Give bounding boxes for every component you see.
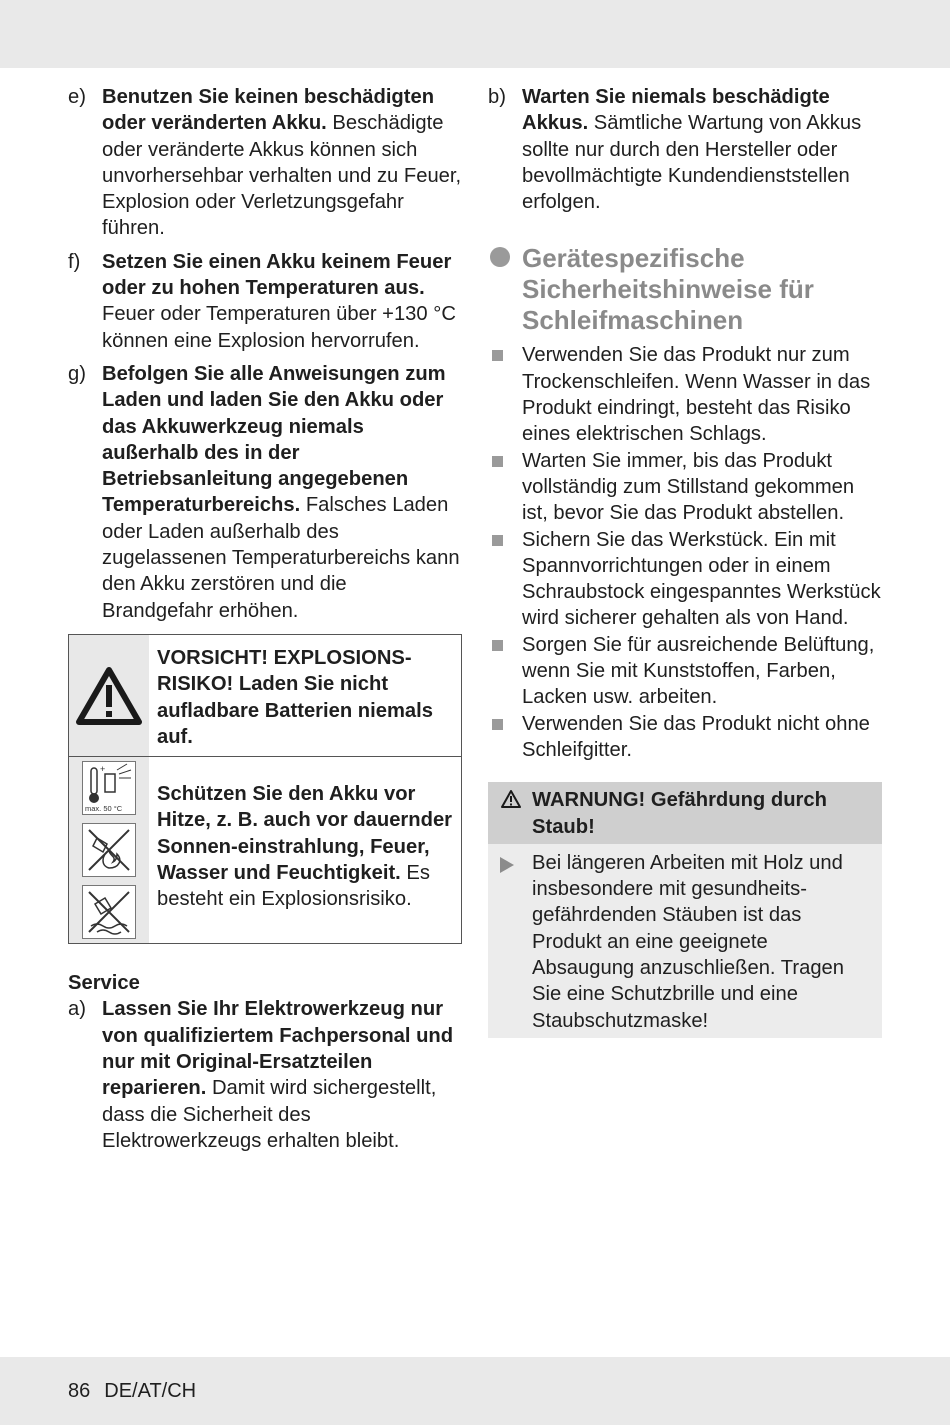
bullet-text: Sorgen Sie für ausreichende Belüftung, wenn Sie mit Kunststoffen, Farben, Lacken usw. arbeiten. (522, 633, 875, 709)
protection-text: Es besteht ein Explosionsrisiko. (157, 862, 430, 911)
warning-triangle-icon (500, 789, 522, 816)
caution-row (69, 635, 461, 756)
item-text: Beschädigte oder veränderte Akkus können sich unvorhersehbar verhalten und zu Feuer, Explosion oder Verletzungsgefahr führen. (102, 112, 462, 240)
square-bullet-icon (492, 719, 503, 730)
item-text: Damit wird sichergestellt, dass die Sicherheit des Elektrowerkzeugs erhalten bleibt. (102, 1077, 437, 1152)
item-text: Sämtliche Wartung von Akkus sollte nur durch den Hersteller oder bevollmächtigte Kundendienststellen erfolgen. (522, 112, 862, 214)
section-heading (488, 243, 883, 336)
section-title-text: Gerätespezifische Sicherheitshinweise für Schleifmaschinen (522, 243, 814, 336)
bullet-text: Warten Sie immer, bis das Produkt vollständig zum Stillstand gekommen ist, bevor Sie das Produkt abstellen. (522, 449, 855, 525)
item-bold-text: Lassen Sie Ihr Elektrowerkzeug nur von qualifiziertem Fachpersonal und nur mit Original-Ersatzteilen reparieren. (102, 998, 454, 1100)
caution-text: VORSICHT! EXPLOSIONS-RISIKO! Laden Sie nicht aufladbare Batterien niemals auf. (157, 646, 433, 748)
square-bullet-icon (492, 456, 503, 467)
service-heading: Service (68, 972, 140, 995)
bullet-item (488, 711, 883, 764)
protection-bold-text: Schützen Sie den Akku vor Hitze, z. B. auch vor dauernder Sonnen-einstrahlung, Feuer, Wasser und Feuchtigkeit. (157, 783, 453, 885)
warning-text: Bei längeren Arbeiten mit Holz und insbesondere mit gesundheits-gefährdenden Stäuben ist das Produkt an eine geeignete Absaugung anzuschließen. Tragen Sie eine Schutzbrille und eine Staubschutzmaske! (532, 851, 844, 1032)
left-column (68, 84, 463, 1161)
warning-box (488, 782, 882, 1038)
bullet-text: Sichern Sie das Werkstück. Ein mit Spannvorrichtungen oder in einem Schraubstock eingespanntes Werkstück wird sicherer gehalten als von Hand. (522, 528, 881, 630)
item-bold-text: Befolgen Sie alle Anweisungen zum Laden und laden Sie den Akku oder das Akkuwerkzeug niemals außerhalb des in der Betriebsanleitung angegebenen Temperaturbereichs. (102, 362, 446, 517)
region-label: DE/AT/CH (104, 1380, 197, 1402)
no-fire-icon (82, 823, 136, 877)
temperature-label: max. 50 °C (85, 804, 123, 814)
item-text: Falsches Laden oder Laden außerhalb des zugelassenen Temperaturbereichs kann den Akku zerstören und die Brandgefahr erhöhen. (102, 494, 460, 622)
warning-title: WARNUNG! Gefährdung durch Staub! (532, 789, 827, 838)
page-footer (68, 1378, 210, 1404)
protection-icons (69, 757, 149, 943)
bullet-item (488, 448, 883, 527)
item-marker: e) (68, 86, 86, 108)
warning-header (488, 782, 882, 844)
heat-temperature-icon (82, 761, 136, 815)
protection-row (69, 756, 461, 943)
svg-text:+: + (100, 764, 106, 775)
bullet-circle-icon (490, 247, 510, 267)
square-bullet-icon (492, 640, 503, 651)
page-number: 86 (68, 1380, 91, 1402)
item-bold-text: Warten Sie niemals beschädigte Akkus. (522, 86, 830, 135)
square-bullet-icon (492, 535, 503, 546)
item-marker: a) (68, 998, 86, 1021)
bullet-item (488, 342, 883, 447)
item-text: Feuer oder Temperaturen über +130 °C können eine Explosion hervorrufen. (102, 303, 456, 352)
warning-body (488, 844, 882, 1038)
item-marker: f) (68, 250, 81, 273)
bullet-text: Verwenden Sie das Produkt nicht ohne Schleifgitter. (522, 712, 870, 761)
list-item (68, 84, 463, 242)
top-band (0, 0, 950, 68)
item-bold-text: Benutzen Sie keinen beschädigten oder veränderten Akku. (102, 86, 435, 135)
bullet-item (488, 527, 883, 632)
list-item (68, 361, 463, 624)
right-column (488, 84, 883, 1038)
no-water-icon (82, 885, 136, 939)
item-bold-text: Setzen Sie einen Akku keinem Feuer oder zu hohen Temperaturen aus. (102, 250, 452, 300)
warning-triangle-icon (69, 635, 149, 756)
safety-symbol-box (68, 634, 462, 944)
list-item (68, 249, 463, 354)
bullet-text: Verwenden Sie das Produkt nur zum Trockenschleifen. Wenn Wasser in das Produkt eindringt, besteht das Risiko eines elektrischen Schlags. (522, 344, 871, 446)
item-marker: b) (488, 86, 506, 108)
item-marker: g) (68, 362, 86, 385)
list-item (68, 996, 463, 1154)
play-arrow-icon (500, 857, 514, 873)
bullet-item (488, 632, 883, 711)
list-item (488, 84, 883, 215)
square-bullet-icon (492, 350, 503, 361)
